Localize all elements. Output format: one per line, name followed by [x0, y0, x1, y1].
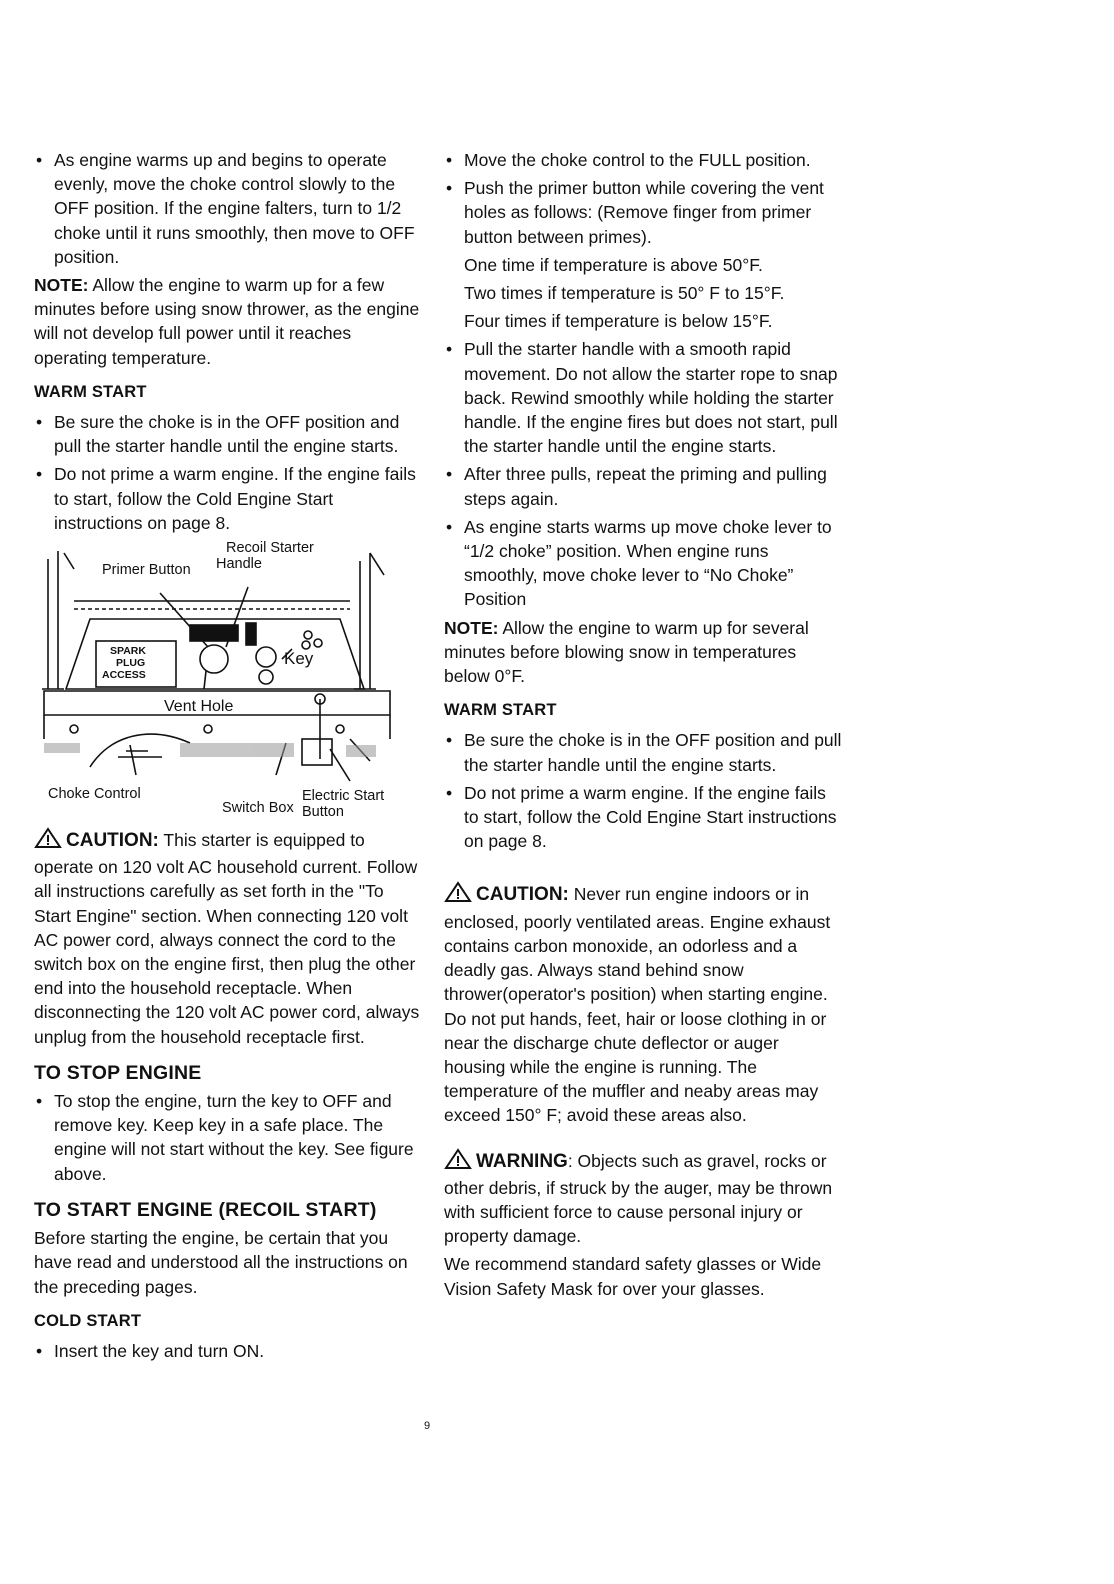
caution-label: CAUTION:: [66, 830, 159, 852]
warm-start-heading-right: WARM START: [444, 701, 557, 720]
note-text: Allow the engine to warm up for a few minutes before using snow thrower, as the engine will not develop full power until it reaches operating temperature.: [34, 275, 420, 368]
primer-button-shape: [200, 645, 228, 673]
warm-bullet-2-right: • Do not prime a warm engine. If the engine fails to start, follow the Cold Engine Start instructions on page 8.: [444, 781, 844, 854]
engine-control-panel-figure: [30, 539, 418, 819]
recoil-start-text: Before starting the engine, be certain that you have read and understood all the instructions on the preceding pages.: [34, 1228, 408, 1297]
caution-label-right: CAUTION:: [476, 884, 569, 906]
note-paragraph: [34, 273, 422, 370]
plug-label: PLUG: [116, 657, 146, 670]
recommend-text: We recommend standard safety glasses or Wide Vision Safety Mask for over your glasses.: [444, 1254, 822, 1299]
primer-button-label: Primer Button: [102, 562, 191, 579]
recoil-starter-label: Recoil Starter: [226, 540, 314, 557]
bullet-choke-full: • Move the choke control to the FULL position.: [444, 148, 844, 172]
caution-paragraph: [34, 827, 422, 1049]
engine-panel-drawing: [30, 539, 418, 819]
prime-count-2: Two times if temperature is 50° F to 15°F.: [464, 283, 785, 304]
vent-hole-label: Vent Hole: [164, 698, 234, 716]
prime-count-3: Four times if temperature is below 15°F.: [464, 311, 773, 332]
access-label: ACCESS: [102, 669, 146, 682]
electric-start-label: Electric Start: [302, 788, 385, 805]
cold-start-heading: COLD START: [34, 1311, 142, 1330]
warning-paragraph: [444, 1148, 844, 1249]
handle-label: Handle: [216, 556, 262, 573]
note-label: NOTE:: [34, 275, 89, 296]
stop-engine-heading: TO STOP ENGINE: [34, 1061, 202, 1084]
note-label-right: NOTE:: [444, 617, 499, 638]
right-column: [444, 148, 844, 1305]
left-column: [34, 148, 422, 1367]
switch-box-shape: [302, 739, 332, 765]
warm-bullet-1: • Be sure the choke is in the OFF position and pull the starter handle until the engine starts.: [34, 410, 422, 458]
bullet-warm-up: • As engine warms up and begins to operate evenly, move the choke control slowly to the OFF position. If the engine falters, turn to 1/2 choke until it runs smoothly, then move to OFF position.: [34, 148, 422, 269]
key-label: Key: [284, 649, 314, 669]
warning-triangle-icon: [34, 827, 62, 855]
cold-start-bullet: • Insert the key and turn ON.: [34, 1339, 422, 1363]
prime-count-1: One time if temperature is above 50°F.: [464, 254, 763, 275]
switch-box-label: Switch Box: [222, 800, 294, 817]
button-label: Button: [302, 804, 344, 821]
choke-control-label: Choke Control: [48, 786, 141, 803]
warning-label: WARNING: [476, 1150, 568, 1172]
warm-start-heading: WARM START: [34, 382, 147, 401]
bullet-pull: • Pull the starter handle with a smooth rapid movement. Do not allow the starter rope to snap back. Rewind smoothly while holding the starter handle. If the engine fires but does not start, pull the starter handle until the engine starts.: [444, 337, 844, 458]
bullet-primer: • Push the primer button while covering the vent holes as follows: (Remove finger from primer button between primes).: [444, 176, 844, 249]
warm-bullet-1-right: • Be sure the choke is in the OFF position and pull the starter handle until the engine starts.: [444, 728, 844, 776]
bullet-choke-lever: • As engine starts warms up move choke lever to “1/2 choke” position. When engine runs smoothly, move choke lever to “No Choke” Position: [444, 515, 844, 612]
warning-triangle-icon: [444, 1148, 472, 1176]
bullet-three-pulls: • After three pulls, repeat the priming and pulling steps again.: [444, 462, 844, 510]
warning-text: : Objects such as gravel, rocks or other debris, if struck by the auger, may be thrown with sufficient force to cause personal injury or property damage.: [444, 1150, 833, 1247]
page-number: 9: [424, 1420, 431, 1432]
note-text-right: Allow the engine to warm up for several minutes before blowing snow in temperatures below 0°F.: [444, 617, 809, 687]
warm-bullet-2: • Do not prime a warm engine. If the engine fails to start, follow the Cold Engine Start instructions on page 8.: [34, 462, 422, 535]
left-handle-shape: [42, 551, 64, 689]
stop-engine-bullet: • To stop the engine, turn the key to OFF and remove key. Keep key in a safe place. The engine will not start without the key. See figure above.: [34, 1089, 422, 1186]
note-paragraph-right: [444, 616, 844, 689]
recoil-start-heading: TO START ENGINE (RECOIL START): [34, 1198, 377, 1221]
caution-text: This starter is equipped to operate on 120 volt AC household current. Follow all instructions carefully as set forth in the "To Start Engine" section. When connecting 120 volt AC power cord, always connect the cord to the switch box on the engine first, then plug the other end into the household receptacle. When disconnecting the 120 volt AC power cord, always unplug from the household receptacle first.: [34, 830, 420, 1047]
caution-paragraph-right: [444, 881, 844, 1127]
warning-triangle-icon: [444, 881, 472, 909]
spark-label: SPARK: [110, 645, 146, 658]
caution-text-right: Never run engine indoors or in enclosed, poorly ventilated areas. Engine exhaust contains carbon monoxide, an odorless and a deadly gas. Always stand behind snow thrower(operator's position) when starting engine. Do not put hands, feet, hair or loose clothing in or near the discharge chute deflector or auger housing while the engine is running. The temperature of the muffler and neaby areas may exceed 150° F; avoid these areas also.: [444, 884, 831, 1126]
